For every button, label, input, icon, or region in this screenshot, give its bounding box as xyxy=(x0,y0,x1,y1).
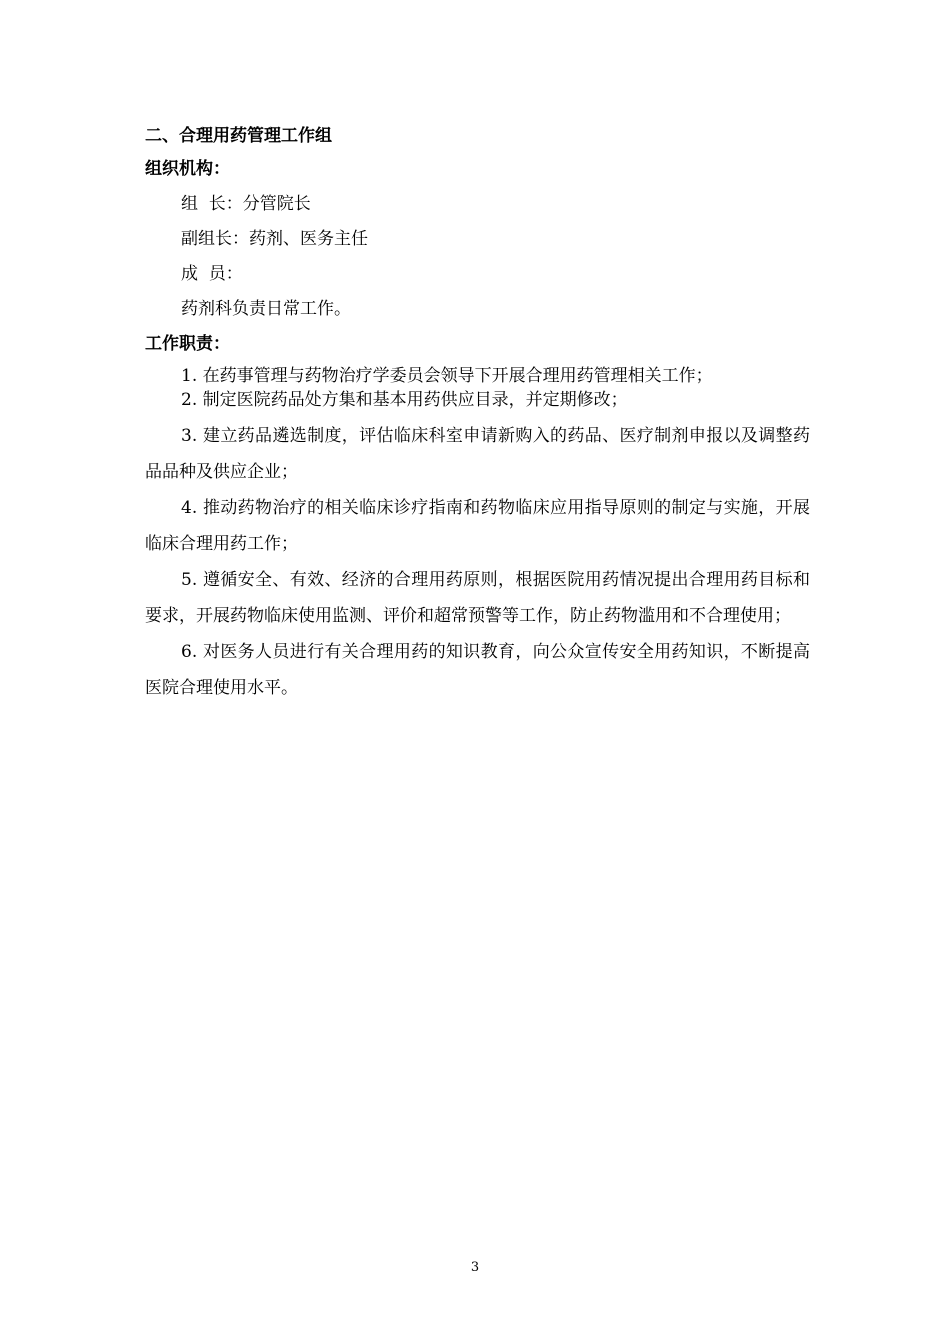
page-number: 3 xyxy=(470,1260,480,1275)
organization-heading: 组织机构： xyxy=(145,159,230,179)
duty-item-3: 3. 建立药品遴选制度，评估临床科室申请新购入的药品、医疗制剂申报以及调整药品品种及供应企业； xyxy=(145,426,810,482)
duty-item-5: 5. 遵循安全、有效、经济的合理用药原则，根据医院用药情况提出合理用药目标和要求，开展药物临床使用监测、评价和超常预警等工作，防止药物滥用和不合理使用； xyxy=(145,570,810,626)
duty-item-1: 1. 在药事管理与药物治疗学委员会领导下开展合理用药管理相关工作； xyxy=(181,366,713,386)
duties-heading: 工作职责： xyxy=(145,334,230,354)
duty-item-6: 6. 对医务人员进行有关合理用药的知识教育，向公众宣传安全用药知识，不断提高医院合理使用水平。 xyxy=(145,642,810,698)
section-title: 二、合理用药管理工作组 xyxy=(145,126,332,146)
duty-item-4: 4. 推动药物治疗的相关临床诊疗指南和药物临床应用指导原则的制定与实施，开展临床合理用药工作； xyxy=(145,498,810,554)
document-page xyxy=(145,118,810,706)
duty-item-2: 2. 制定医院药品处方集和基本用药供应目录，并定期修改； xyxy=(181,390,628,410)
org-daily-work-line: 药剂科负责日常工作。 xyxy=(181,299,351,319)
org-members-line: 成 员： xyxy=(181,264,243,284)
org-leader-line: 组 长：分管院长 xyxy=(181,194,311,214)
org-deputy-line: 副组长：药剂、医务主任 xyxy=(181,229,368,249)
